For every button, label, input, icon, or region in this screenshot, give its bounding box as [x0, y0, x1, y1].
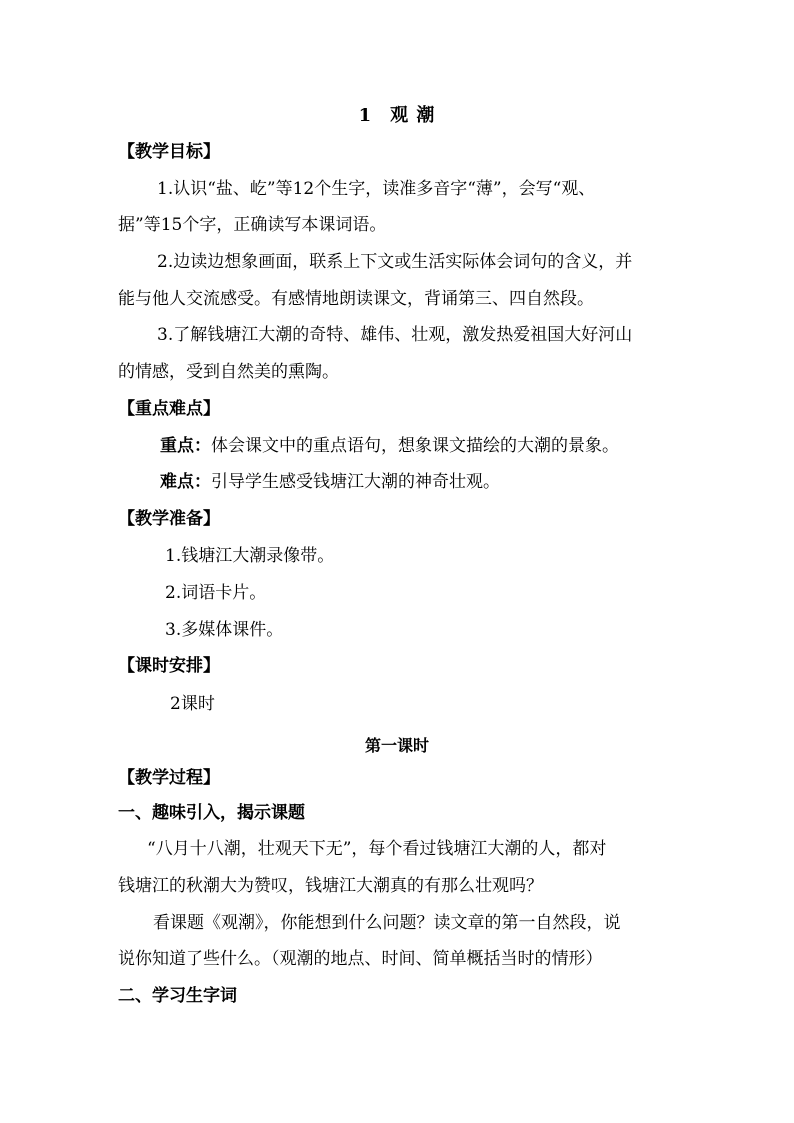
schedule-text: 2课时 [170, 694, 215, 714]
part1-line-2: 钱塘江的秋潮大为赞叹，钱塘江大潮真的有那么壮观吗？ [118, 876, 543, 896]
difficulty-line [160, 471, 500, 493]
goals-heading: 【教学目标】 [118, 142, 220, 162]
goals-line-4: 能与他人交流感受。有感情地朗读课文，背诵第三、四自然段。 [118, 289, 594, 309]
goals-line-3: 2.边读边想象画面，联系上下文或生活实际体会词句的含义，并 [157, 252, 633, 272]
goals-line-2: 据”等15个字，正确读写本课词语。 [118, 215, 387, 235]
goals-line-5: 3.了解钱塘江大潮的奇特、雄伟、壮观，激发热爱祖国大好河山 [157, 325, 633, 345]
part1-line-1: “八月十八潮，壮观天下无”，每个看过钱塘江大潮的人，都对 [147, 839, 607, 859]
part2-heading: 二、学习生字词 [118, 986, 237, 1006]
lesson-subtitle: 第一课时 [364, 736, 429, 755]
lesson-name: 观 潮 [390, 105, 436, 126]
schedule-heading: 【课时安排】 [118, 656, 220, 676]
focus-label: 重点： [160, 436, 211, 456]
difficulty-text: 引导学生感受钱塘江大潮的神奇壮观。 [211, 472, 500, 492]
key-points-heading: 【重点难点】 [118, 399, 220, 419]
preparation-heading: 【教学准备】 [118, 509, 220, 529]
preparation-item-1: 1.钱塘江大潮录像带。 [165, 546, 335, 566]
focus-line [160, 435, 619, 457]
focus-text: 体会课文中的重点语句，想象课文描绘的大潮的景象。 [211, 436, 619, 456]
process-heading: 【教学过程】 [118, 768, 220, 788]
part1-heading: 一、趣味引入，揭示课题 [118, 803, 305, 823]
part1-line-4: 说你知道了些什么。（观潮的地点、时间、简单概括当时的情形） [118, 949, 603, 969]
preparation-item-3: 3.多媒体课件。 [165, 620, 284, 640]
document-title [0, 101, 794, 127]
goals-line-1: 1.认识“盐、屹”等12个生字，读准多音字“薄”，会写“观、 [157, 179, 596, 199]
part1-line-3: 看课题《观潮》，你能想到什么问题？读文章的第一自然段，说 [153, 913, 621, 933]
goals-line-6: 的情感，受到自然美的熏陶。 [118, 362, 339, 382]
preparation-item-2: 2.词语卡片。 [165, 583, 267, 603]
difficulty-label: 难点： [160, 472, 211, 492]
lesson-number: 1 [358, 105, 373, 126]
